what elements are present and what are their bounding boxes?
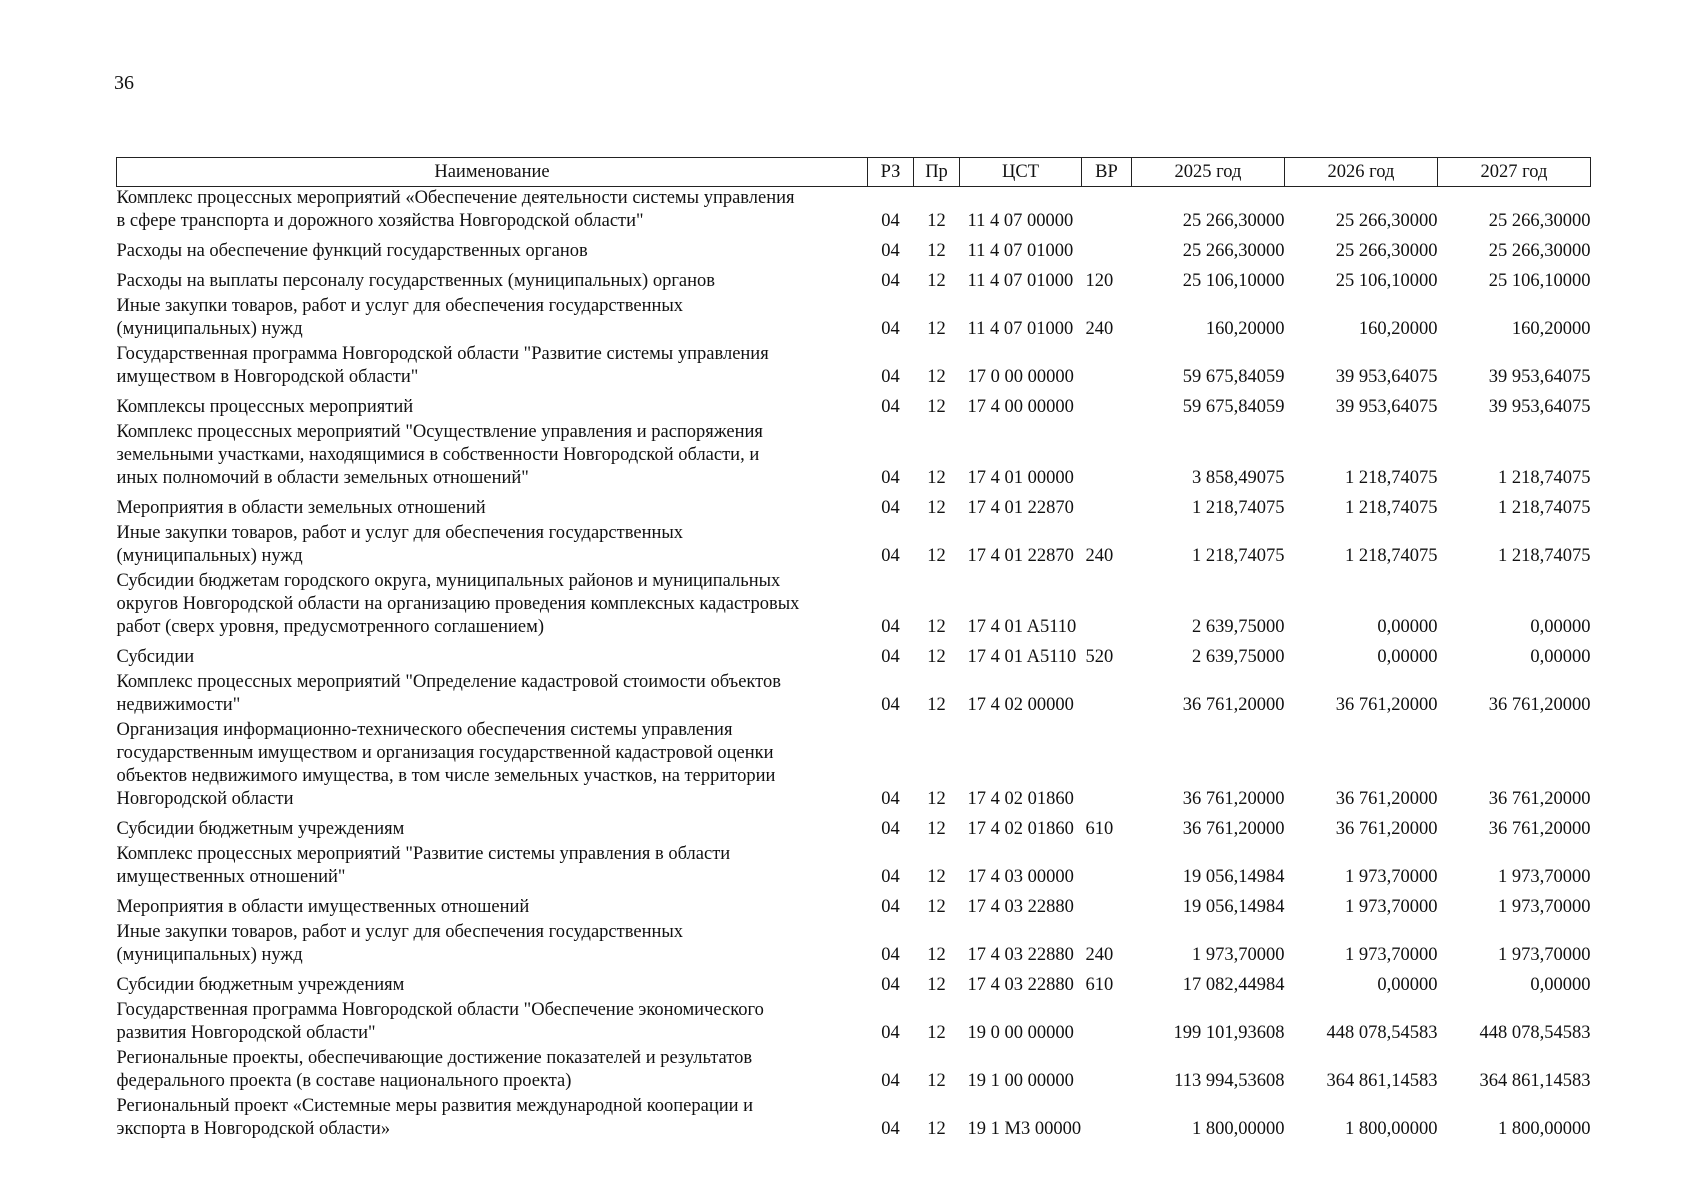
row-cst: 17 4 01 22870 [967,498,1074,518]
row-name-cell [117,813,868,843]
row-2025: 1 218,74075 [1192,498,1285,518]
row-rz: 04 [881,271,900,291]
row-2025: 36 761,20000 [1182,789,1285,809]
row-2026: 1 218,74075 [1345,498,1438,518]
table-row [117,969,1591,999]
row-2025: 1 218,74075 [1192,546,1285,566]
row-name-line: Комплекс процессных мероприятий «Обеспечение деятельности системы управления [116,188,795,208]
row-name-line: Организация информационно-технического обеспечения системы управления [116,720,733,740]
row-name-cell [117,641,868,671]
row-vr: 240 [1085,945,1114,965]
row-2026: 39 953,64075 [1335,397,1438,417]
row-name-cell [117,570,868,641]
row-rz: 04 [881,819,900,839]
row-name-cell [117,719,868,813]
row-rz: 04 [881,211,900,231]
row-2027: 0,00000 [1530,647,1591,667]
row-2025: 1 973,70000 [1192,945,1285,965]
table-row [117,719,1591,813]
row-name-line: Расходы на обеспечение функций государственных органов [116,241,588,261]
row-2027: 1 973,70000 [1498,897,1591,917]
row-vr: 240 [1085,319,1114,339]
table-row [117,671,1591,719]
row-vr [1082,421,1132,492]
row-2026: 1 218,74075 [1345,468,1438,488]
row-vr [1082,1095,1132,1143]
table-row [117,522,1591,570]
row-2025: 160,20000 [1205,319,1285,339]
row-2027: 39 953,64075 [1488,397,1591,417]
row-pr: 12 [927,695,946,715]
row-name-cell [117,999,868,1047]
row-name-cell [117,969,868,999]
row-2025: 199 101,93608 [1173,1023,1285,1043]
row-pr: 12 [927,789,946,809]
row-2027: 448 078,54583 [1479,1023,1591,1043]
row-pr: 12 [927,211,946,231]
row-cst: 11 4 07 01000 [967,241,1074,261]
row-cst: 17 4 01 A5110 [967,617,1077,637]
row-pr: 12 [927,319,946,339]
table-row [117,187,1591,236]
row-rz: 04 [881,789,900,809]
row-name-cell [117,235,868,265]
row-rz: 04 [881,397,900,417]
row-pr: 12 [927,617,946,637]
row-pr: 12 [927,397,946,417]
row-rz: 04 [881,1023,900,1043]
row-cst: 17 4 03 22880 [967,975,1074,995]
row-cst: 17 4 00 00000 [967,397,1074,417]
row-name-line: Государственная программа Новгородской области "Развитие системы управления [116,344,769,364]
table-row [117,391,1591,421]
row-pr: 12 [927,367,946,387]
row-vr: 610 [1085,975,1114,995]
row-name-line: Комплекс процессных мероприятий "Осуществление управления и распоряжения [116,422,763,442]
row-cst: 11 4 07 01000 [967,271,1074,291]
row-pr: 12 [927,867,946,887]
row-name-line: имущественных отношений" [116,867,346,887]
row-vr [1082,492,1132,522]
row-rz: 04 [881,367,900,387]
row-name-cell [117,265,868,295]
row-pr: 12 [927,975,946,995]
table-row [117,999,1591,1047]
row-name-cell [117,391,868,421]
row-2027: 160,20000 [1511,319,1591,339]
row-2026: 0,00000 [1377,975,1438,995]
row-2027: 25 266,30000 [1488,211,1591,231]
table-row [117,570,1591,641]
budget-table [116,157,1591,1143]
row-name-line: Новгородской области [116,789,294,809]
row-name-cell [117,522,868,570]
row-pr: 12 [927,1119,946,1139]
row-rz: 04 [881,975,900,995]
row-vr [1082,235,1132,265]
table-row [117,492,1591,522]
row-name-line: объектов недвижимого имущества, в том числе земельных участков, на территории [116,766,776,786]
row-name-line: округов Новгородской области на организацию проведения комплексных кадастровых [116,594,800,614]
header-2027: 2027 год [1438,158,1591,187]
row-vr [1082,391,1132,421]
row-cst: 17 4 01 A5110 [967,647,1077,667]
table-row [117,421,1591,492]
row-pr: 12 [927,897,946,917]
row-2027: 25 106,10000 [1488,271,1591,291]
row-name-cell [117,421,868,492]
row-2025: 36 761,20000 [1182,695,1285,715]
row-2027: 0,00000 [1530,617,1591,637]
row-2027: 36 761,20000 [1488,789,1591,809]
row-2025: 2 639,75000 [1192,617,1285,637]
table-row [117,295,1591,343]
row-2026: 25 266,30000 [1335,211,1438,231]
row-2027: 1 973,70000 [1498,945,1591,965]
row-vr [1082,891,1132,921]
row-2027: 0,00000 [1530,975,1591,995]
row-2025: 36 761,20000 [1182,819,1285,839]
row-name-line: Расходы на выплаты персоналу государственных (муниципальных) органов [116,271,716,291]
table-row [117,813,1591,843]
row-cst: 17 0 00 00000 [967,367,1074,387]
header-vr: ВР [1082,158,1132,187]
row-cst: 11 4 07 01000 [967,319,1074,339]
row-cst: 17 4 03 22880 [967,897,1074,917]
row-vr [1082,999,1132,1047]
row-rz: 04 [881,498,900,518]
row-name-line: недвижимости" [116,695,241,715]
row-2025: 19 056,14984 [1182,867,1285,887]
table-row [117,891,1591,921]
row-2026: 0,00000 [1377,647,1438,667]
row-name-line: федерального проекта (в составе национального проекта) [116,1071,572,1091]
row-vr: 610 [1085,819,1114,839]
row-name-line: имуществом в Новгородской области" [116,367,419,387]
row-rz: 04 [881,867,900,887]
row-name-line: в сфере транспорта и дорожного хозяйства Новгородской области" [116,211,644,231]
row-pr: 12 [927,1023,946,1043]
row-2027: 1 800,00000 [1498,1119,1591,1139]
row-2027: 364 861,14583 [1479,1071,1591,1091]
row-name-line: Субсидии бюджетным учреждениям [116,819,405,839]
row-cst: 11 4 07 00000 [967,211,1074,231]
table-header-row [117,158,1591,187]
table-row [117,265,1591,295]
row-vr [1082,187,1132,236]
row-pr: 12 [927,498,946,518]
row-vr [1082,671,1132,719]
row-2026: 1 218,74075 [1345,546,1438,566]
row-name-line: Региональные проекты, обеспечивающие достижение показателей и результатов [116,1048,753,1068]
row-cst: 19 0 00 00000 [967,1023,1074,1043]
row-name-line: Иные закупки товаров, работ и услуг для обеспечения государственных [116,296,684,316]
row-pr: 12 [927,945,946,965]
row-2027: 39 953,64075 [1488,367,1591,387]
header-2025: 2025 год [1132,158,1285,187]
row-2026: 25 266,30000 [1335,241,1438,261]
header-name: Наименование [117,158,868,187]
row-name-line: Комплекс процессных мероприятий "Определение кадастровой стоимости объектов [116,672,781,692]
row-2027: 1 973,70000 [1498,867,1591,887]
row-name-line: Государственная программа Новгородской области "Обеспечение экономического [116,1000,764,1020]
row-pr: 12 [927,241,946,261]
row-2025: 19 056,14984 [1182,897,1285,917]
row-name-line: (муниципальных) нужд [116,546,303,566]
row-rz: 04 [881,241,900,261]
row-name-line: Субсидии бюджетам городского округа, муниципальных районов и муниципальных [116,571,781,591]
row-rz: 04 [881,897,900,917]
row-2026: 36 761,20000 [1335,819,1438,839]
row-name-line: Субсидии [116,647,195,667]
table-row [117,343,1591,391]
table-row [117,921,1591,969]
row-2026: 364 861,14583 [1326,1071,1438,1091]
row-2026: 448 078,54583 [1326,1023,1438,1043]
row-name-line: работ (сверх уровня, предусмотренного соглашением) [116,617,544,637]
table-row [117,641,1591,671]
row-cst: 17 4 01 00000 [967,468,1074,488]
row-2025: 17 082,44984 [1182,975,1285,995]
row-name-cell [117,295,868,343]
row-name-line: Мероприятия в области земельных отношений [116,498,486,518]
row-2026: 1 973,70000 [1345,897,1438,917]
table-row [117,235,1591,265]
row-name-cell [117,187,868,236]
table-body [117,187,1591,1144]
row-2026: 0,00000 [1377,617,1438,637]
row-2026: 39 953,64075 [1335,367,1438,387]
row-cst: 19 1 M3 00000 [967,1119,1082,1139]
row-pr: 12 [927,819,946,839]
row-name-line: (муниципальных) нужд [116,319,303,339]
row-rz: 04 [881,617,900,637]
row-name-line: Иные закупки товаров, работ и услуг для обеспечения государственных [116,922,684,942]
row-vr: 240 [1085,546,1114,566]
row-rz: 04 [881,468,900,488]
row-2026: 1 973,70000 [1345,867,1438,887]
row-cst: 17 4 02 01860 [967,819,1074,839]
row-2025: 25 106,10000 [1182,271,1285,291]
row-name-cell [117,492,868,522]
row-2026: 1 973,70000 [1345,945,1438,965]
row-name-line: Комплексы процессных мероприятий [116,397,414,417]
row-name-cell [117,921,868,969]
row-cst: 17 4 02 00000 [967,695,1074,715]
row-cst: 17 4 03 00000 [967,867,1074,887]
row-2025: 1 800,00000 [1192,1119,1285,1139]
row-2026: 160,20000 [1358,319,1438,339]
row-2025: 3 858,49075 [1192,468,1285,488]
row-name-line: Субсидии бюджетным учреждениям [116,975,405,995]
row-name-line: (муниципальных) нужд [116,945,303,965]
row-2027: 1 218,74075 [1498,546,1591,566]
row-2027: 36 761,20000 [1488,819,1591,839]
row-vr [1082,843,1132,891]
header-rz: РЗ [868,158,914,187]
row-rz: 04 [881,1071,900,1091]
row-rz: 04 [881,647,900,667]
row-2027: 1 218,74075 [1498,498,1591,518]
row-cst: 17 4 03 22880 [967,945,1074,965]
row-rz: 04 [881,546,900,566]
row-2025: 2 639,75000 [1192,647,1285,667]
row-2027: 25 266,30000 [1488,241,1591,261]
row-vr: 520 [1085,647,1114,667]
row-cst: 17 4 02 01860 [967,789,1074,809]
row-name-line: экспорта в Новгородской области» [116,1119,391,1139]
row-pr: 12 [927,647,946,667]
header-cst: ЦСТ [960,158,1082,187]
row-2027: 36 761,20000 [1488,695,1591,715]
row-name-cell [117,1095,868,1143]
row-vr [1082,570,1132,641]
header-pr: Пр [914,158,960,187]
row-2026: 1 800,00000 [1345,1119,1438,1139]
row-name-cell [117,1047,868,1095]
row-2025: 59 675,84059 [1182,367,1285,387]
row-pr: 12 [927,1071,946,1091]
row-2025: 59 675,84059 [1182,397,1285,417]
row-2027: 1 218,74075 [1498,468,1591,488]
row-pr: 12 [927,468,946,488]
row-2026: 36 761,20000 [1335,789,1438,809]
row-name-line: Мероприятия в области имущественных отношений [116,897,530,917]
table-row [117,1095,1591,1143]
row-rz: 04 [881,695,900,715]
row-cst: 17 4 01 22870 [967,546,1074,566]
row-name-line: Комплекс процессных мероприятий "Развитие системы управления в области [116,844,731,864]
page-number: 36 [114,72,134,94]
header-2026: 2026 год [1285,158,1438,187]
row-name-cell [117,843,868,891]
row-name-cell [117,343,868,391]
row-pr: 12 [927,271,946,291]
row-2026: 36 761,20000 [1335,695,1438,715]
row-rz: 04 [881,1119,900,1139]
row-vr [1082,1047,1132,1095]
row-rz: 04 [881,319,900,339]
table-row [117,843,1591,891]
row-vr [1082,719,1132,813]
row-name-cell [117,891,868,921]
row-2026: 25 106,10000 [1335,271,1438,291]
row-name-line: государственным имуществом и организация государственной кадастровой оценки [116,743,774,763]
row-name-cell [117,671,868,719]
row-name-line: земельными участками, находящимися в собственности Новгородской области, и [116,445,760,465]
row-vr [1082,343,1132,391]
row-rz: 04 [881,945,900,965]
row-name-line: иных полномочий в области земельных отношений" [116,468,529,488]
row-name-line: развития Новгородской области" [116,1023,376,1043]
table-row [117,1047,1591,1095]
row-vr: 120 [1085,271,1114,291]
row-cst: 19 1 00 00000 [967,1071,1074,1091]
row-2025: 25 266,30000 [1182,241,1285,261]
row-2025: 113 994,53608 [1174,1071,1285,1091]
row-pr: 12 [927,546,946,566]
row-name-line: Иные закупки товаров, работ и услуг для обеспечения государственных [116,523,684,543]
row-2025: 25 266,30000 [1182,211,1285,231]
row-name-line: Региональный проект «Системные меры развития международной кооперации и [116,1096,754,1116]
